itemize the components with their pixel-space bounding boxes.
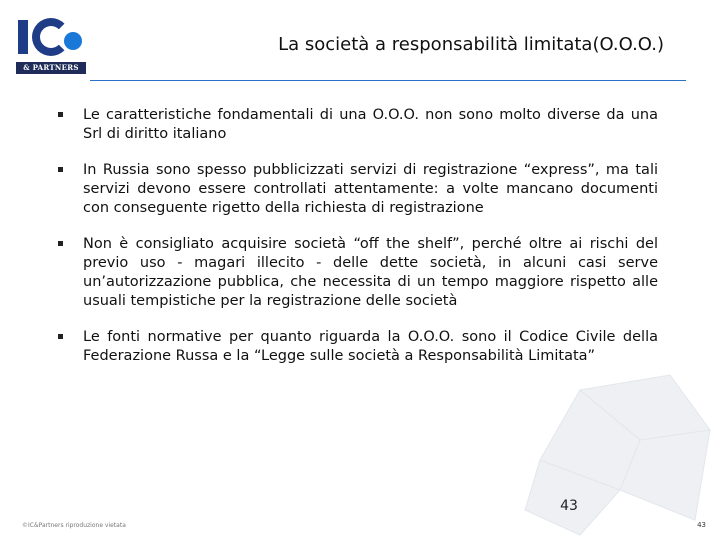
page-number: 43 [560, 498, 578, 514]
bullet-text: Le fonti normative per quanto riguarda la O.O.O. sono il Codice Civile della Federazione Russa e la “Legge sulle società a Responsabilità Limitata” [83, 329, 658, 364]
list-item [58, 161, 658, 218]
copyright-notice: ©IC&Partners riproduzione vietata [22, 522, 126, 529]
logo-mark [16, 16, 86, 60]
bullet-text: Non è consigliato acquisire società “off the shelf”, perché oltre ai rischi del previo uso - magari illecito - delle dette società, in alcuni casi serve un’autorizzazione pubblica, che necessita di un tempo maggiore rispetto alle usuali tempistiche per la registrazione delle società [83, 236, 658, 309]
list-item [58, 328, 658, 366]
logo-letter-i [18, 20, 28, 54]
title-divider [90, 80, 686, 81]
slide-title: La società a responsabilità limitata(O.O.O.) [278, 34, 664, 55]
company-logo [16, 16, 86, 74]
bullet-list [58, 106, 658, 383]
list-item [58, 106, 658, 144]
bullet-square-icon [58, 241, 63, 246]
bullet-square-icon [58, 334, 63, 339]
decorative-watermark [520, 370, 720, 540]
bullet-square-icon [58, 112, 63, 117]
bullet-text: In Russia sono spesso pubblicizzati servizi di registrazione “express”, ma tali servizi devono essere controllati attentamente: a volte mancano documenti con conseguente rigetto della richiesta di registrazione [83, 162, 658, 216]
bullet-text: Le caratteristiche fondamentali di una O.O.O. non sono molto diverse da una Srl di diritto italiano [83, 107, 658, 142]
logo-dot-icon [64, 32, 82, 50]
footer-page-number: 43 [697, 521, 706, 529]
logo-subtitle: & PARTNERS [16, 62, 86, 74]
bullet-square-icon [58, 167, 63, 172]
list-item [58, 235, 658, 311]
